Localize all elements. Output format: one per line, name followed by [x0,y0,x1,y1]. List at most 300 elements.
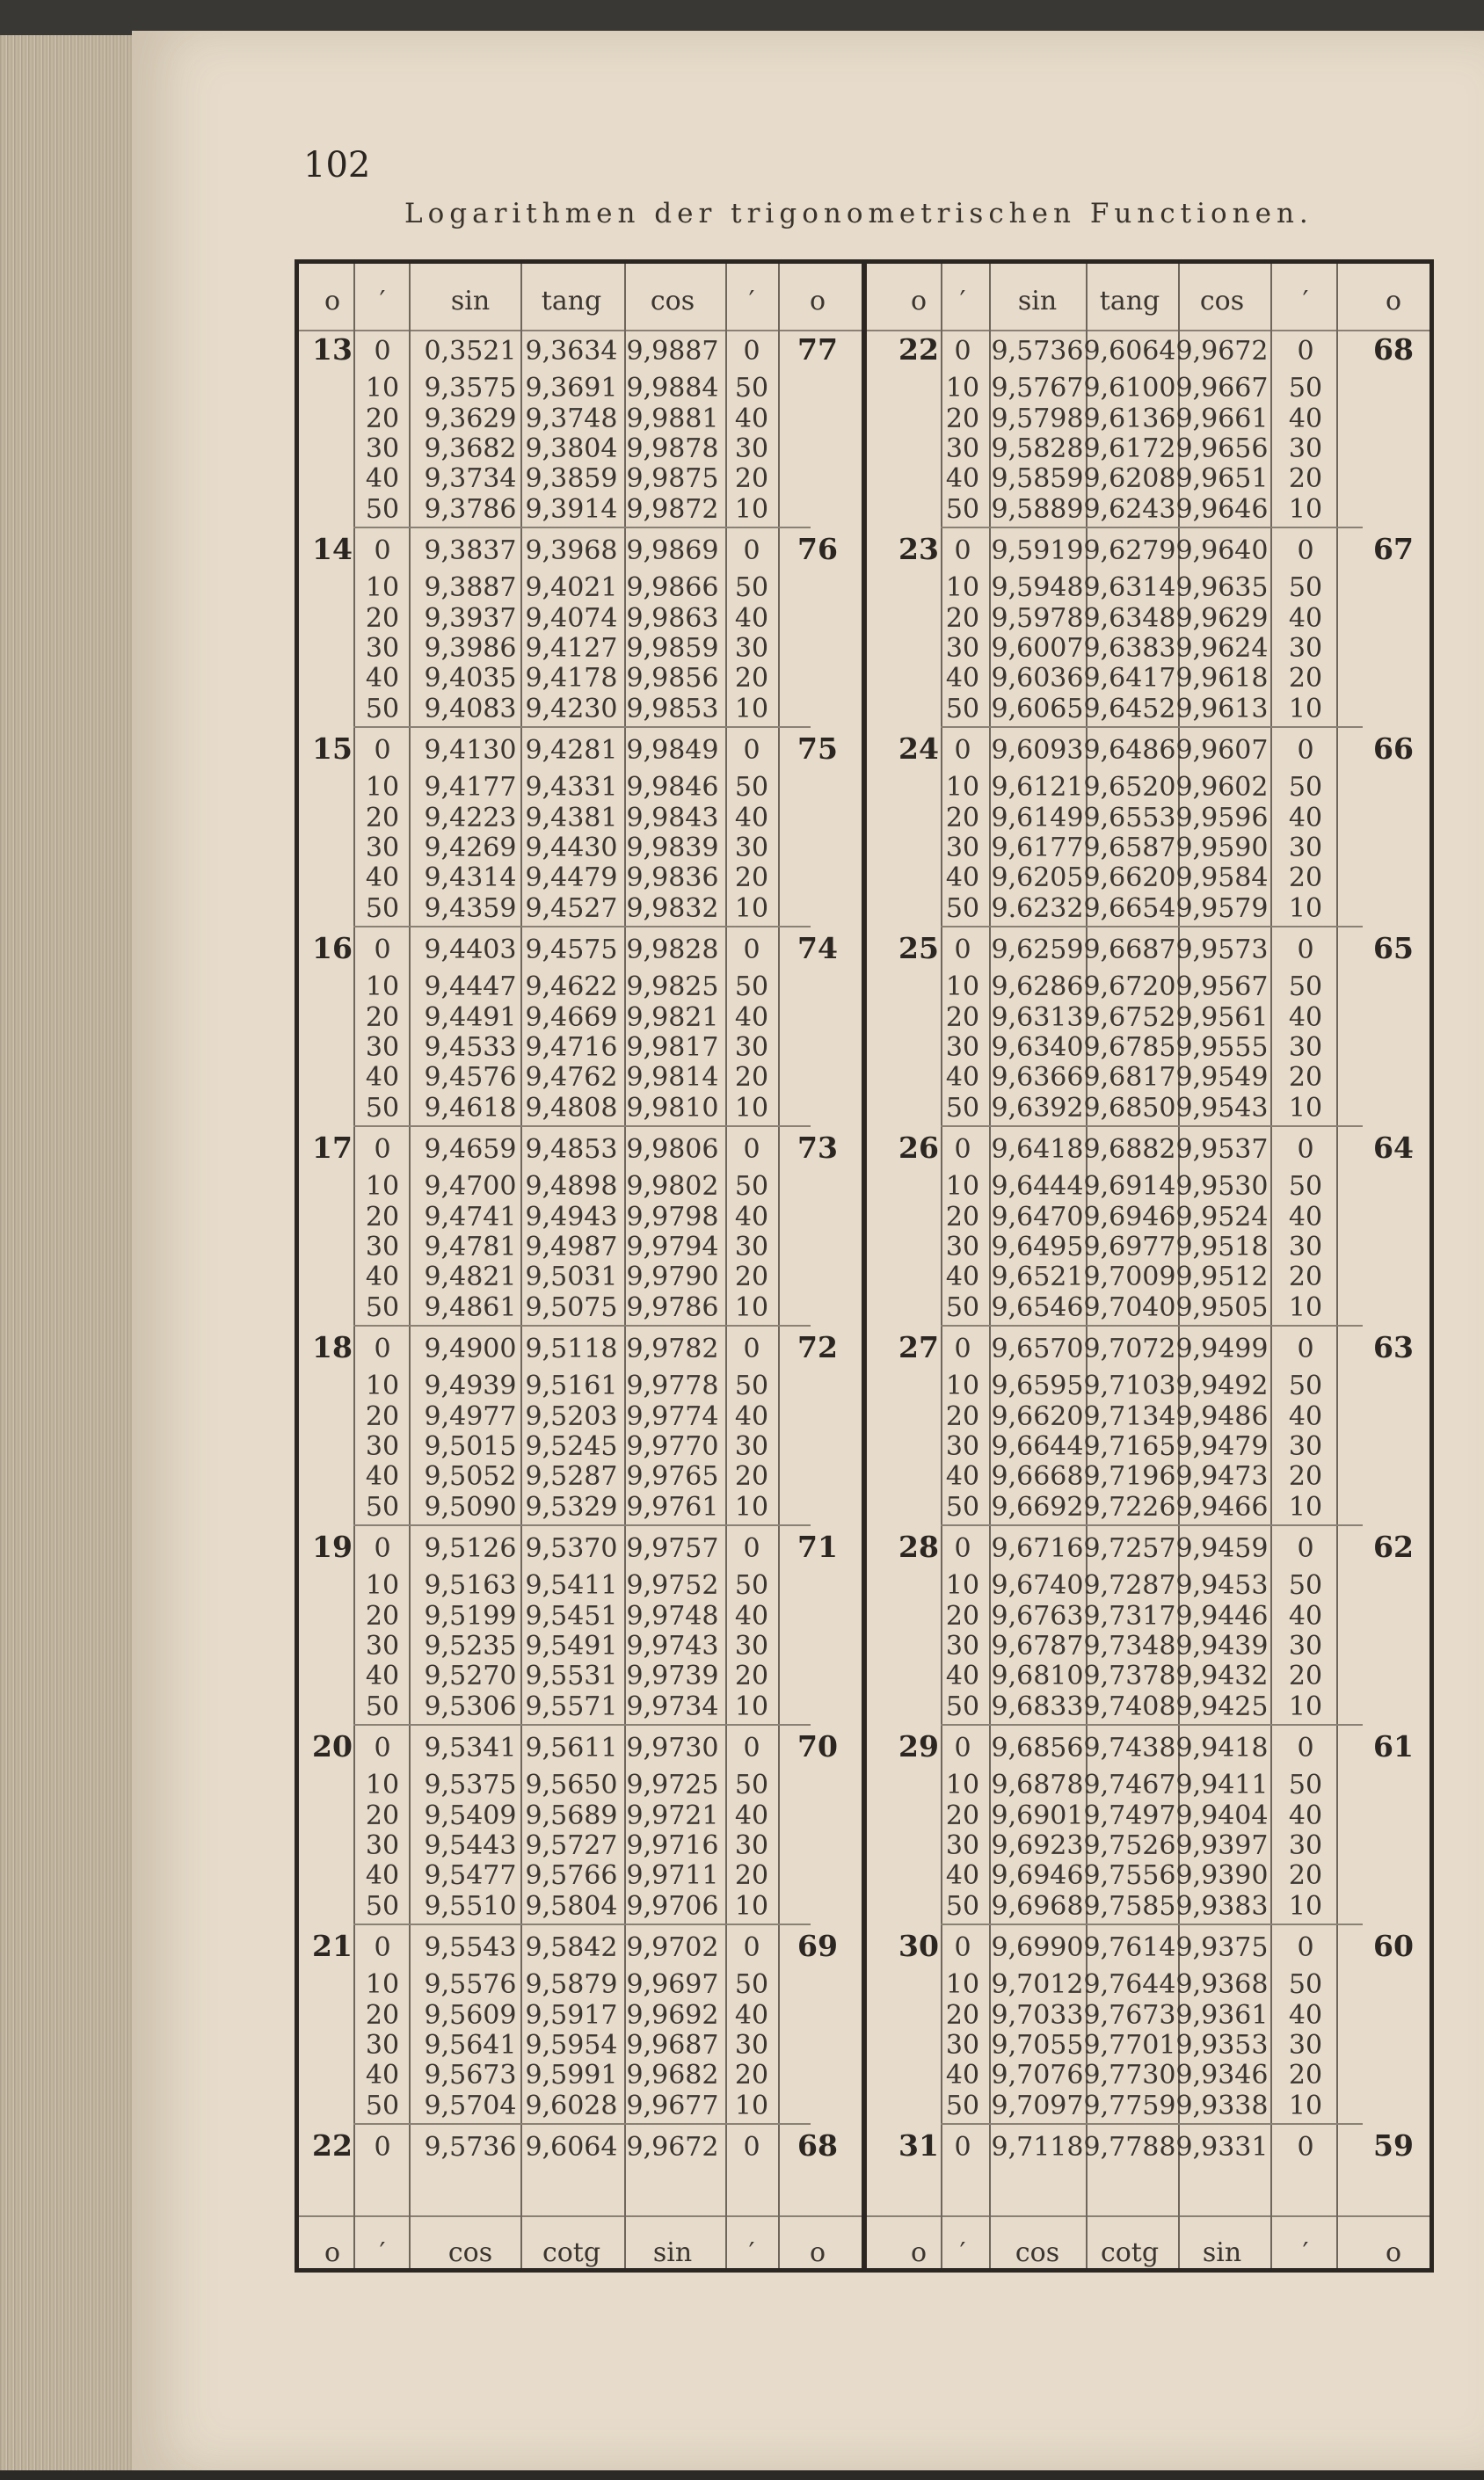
table-cell: 9,5118 [525,1334,618,1364]
table-cell: 50 [1288,772,1323,804]
table-cell: 50 [1288,572,1323,604]
table-cell: 9,9853 [626,693,719,724]
table-cell: 9,9446 [1175,1600,1269,1632]
table-cell: 9,7118 [991,2132,1084,2163]
table-cell: 10 [365,572,400,604]
table-cell: 9,6692 [991,1491,1084,1523]
complement-degree-label: 61 [1373,1729,1414,1764]
table-cell: 50 [945,2090,980,2121]
table-cell: 0 [954,336,971,367]
header-cell: o [324,286,341,316]
table-cell: 9,5798 [991,403,1084,434]
table-cell: 0 [1297,935,1314,965]
table-cell: 9,7438 [1083,1733,1176,1764]
table-cell: 9,4074 [525,602,618,634]
table-cell: 10 [1288,1491,1323,1523]
table-cell: 30 [365,832,400,863]
table-cell: 9,4381 [525,802,618,833]
table-cell: 40 [945,463,980,495]
column-rule [353,264,355,2268]
table-cell: 9,6785 [1083,1031,1176,1063]
table-cell: 40 [365,463,400,495]
column-rule [1336,264,1338,2268]
table-cell: 9,6259 [991,935,1084,965]
table-cell: 0 [1297,1932,1314,1963]
table-cell: 50 [1288,971,1323,1003]
complement-degree-label: 70 [797,1729,838,1764]
table-cell: 0 [954,1533,971,1564]
table-cell: 9,4943 [525,1201,618,1233]
table-cell: 9,5673 [424,2060,517,2091]
table-cell: 9,4669 [525,1001,618,1033]
table-cell: 9,9817 [626,1031,719,1063]
table-cell: 9,9512 [1175,1262,1269,1293]
block-rule [941,926,1363,927]
table-cell: 10 [734,1890,769,1922]
table-cell: 30 [365,1829,400,1861]
table-cell: 9,6810 [991,1661,1084,1692]
table-cell: 9,9629 [1175,602,1269,634]
table-cell: 0 [374,1533,391,1564]
column-rule [778,264,780,2268]
table-cell: 9,6417 [1083,663,1176,695]
complement-degree-label: 68 [1373,332,1414,367]
table-cell: 9,3804 [525,433,618,464]
table-cell: 50 [945,1092,980,1124]
table-cell: 30 [1288,832,1323,863]
table-cell: 20 [1288,1661,1323,1692]
table-cell: 9,6348 [1083,602,1176,634]
table-cell: 9,4781 [424,1231,517,1262]
table-cell: 9,9739 [626,1661,719,1692]
table-cell: 9,5370 [525,1533,618,1564]
table-cell: 9,7759 [1083,2090,1176,2121]
table-cell: 9,6946 [991,1860,1084,1892]
column-rule [1270,264,1272,2268]
table-cell: 50 [734,572,769,604]
table-cell: 9,4021 [525,572,618,604]
table-cell: 0 [1297,2132,1314,2163]
table-cell: 9,6620 [991,1400,1084,1432]
table-cell: 9,9537 [1175,1134,1269,1165]
degree-label: 14 [312,532,353,566]
table-cell: 9,9856 [626,663,719,695]
table-cell: 9,6418 [991,1134,1084,1165]
table-cell: 50 [1288,1570,1323,1602]
table-cell: 50 [365,493,400,525]
table-cell: 30 [734,1231,769,1262]
table-cell: 9,9884 [626,373,719,404]
complement-degree-label: 65 [1373,931,1414,965]
block-rule [353,726,811,728]
table-cell: 30 [365,433,400,464]
table-cell: 50 [365,892,400,924]
degree-label: 15 [312,731,353,766]
table-cell: 50 [1288,1969,1323,2001]
table-cell: 9,3914 [525,493,618,525]
table-cell: 9,6553 [1083,802,1176,833]
table-cell: 9,9618 [1175,663,1269,695]
table-cell: 20 [365,1001,400,1033]
table-cell: 10 [734,892,769,924]
table-cell: 9,6286 [991,971,1084,1003]
table-cell: 9,5804 [525,1890,618,1922]
table-cell: 9,7226 [1083,1491,1176,1523]
table-cell: 10 [365,1171,400,1203]
block-rule [353,1325,811,1327]
degree-label: 30 [898,1929,939,1963]
block-rule [941,1325,1363,1327]
table-cell: 10 [1288,693,1323,724]
table-cell: 9,9567 [1175,971,1269,1003]
table-cell: 30 [1288,1031,1323,1063]
table-cell: 30 [734,1031,769,1063]
table-cell: 9,7072 [1083,1334,1176,1364]
table-cell: 9,9778 [626,1371,719,1402]
table-cell: 9,4853 [525,1134,618,1165]
table-cell: 40 [734,403,769,434]
table-cell: 20 [1288,1461,1323,1493]
table-cell: 30 [945,1829,980,1861]
table-cell: 9,9748 [626,1600,719,1632]
table-cell: 9,4430 [525,832,618,863]
table-cell: 9,9361 [1175,1999,1269,2031]
table-cell: 9,6314 [1083,572,1176,604]
table-cell: 9,5641 [424,2029,517,2061]
table-cell: 9,5245 [525,1430,618,1462]
table-cell: 9,5090 [424,1491,517,1523]
degree-label: 13 [312,332,353,367]
table-cell: 9,9672 [626,2132,719,2163]
table-cell: 9,6668 [991,1461,1084,1493]
table-cell: 9,7317 [1083,1600,1176,1632]
table-cell: 9,9782 [626,1334,719,1364]
table-cell: 30 [365,1231,400,1262]
table-cell: 30 [1288,1829,1323,1861]
table-cell: 9,3859 [525,463,618,495]
table-cell: 20 [945,1800,980,1831]
table-cell: 9,4622 [525,971,618,1003]
table-cell: 20 [1288,463,1323,495]
table-cell: 9,5510 [424,1890,517,1922]
table-cell: 9,5306 [424,1691,517,1722]
table-cell: 40 [734,1600,769,1632]
degree-label: 26 [898,1131,939,1165]
complement-degree-label: 62 [1373,1530,1414,1564]
complement-degree-label: 74 [797,931,838,965]
table-cell: 9,9682 [626,2060,719,2091]
table-cell: 0 [743,735,760,766]
table-cell: 20 [365,1201,400,1233]
table-cell: 50 [1288,1171,1323,1203]
table-cell: 9,9757 [626,1533,719,1564]
complement-degree-label: 60 [1373,1929,1414,1963]
table-cell: 9,5917 [525,1999,618,2031]
table-cell: 10 [1288,1291,1323,1323]
table-cell: 9,5650 [525,1770,618,1801]
table-cell: 9,9459 [1175,1533,1269,1564]
table-cell: 9,5341 [424,1733,517,1764]
table-cell: 50 [365,1092,400,1124]
table-cell: 9,9794 [626,1231,719,1262]
table-cell: 9,9697 [626,1969,719,2001]
table-cell: 9,9524 [1175,1201,1269,1233]
table-cell: 9,6587 [1083,832,1176,863]
table-cell: 9,9331 [1175,2132,1269,2163]
table-cell: 9,9624 [1175,632,1269,664]
table-cell: 50 [1288,1371,1323,1402]
table-cell: 9,9425 [1175,1691,1269,1722]
table-cell: 9,6740 [991,1570,1084,1602]
table-cell: 9,4035 [424,663,517,695]
table-cell: 30 [945,2029,980,2061]
table-cell: 9,7378 [1083,1661,1176,1692]
table-cell: 9,7103 [1083,1371,1176,1402]
table-cell: 50 [365,693,400,724]
table-cell: 9,7097 [991,2090,1084,2121]
table-cell: 10 [365,772,400,804]
table-cell: 50 [1288,1770,1323,1801]
block-rule [941,726,1363,728]
table-cell: 50 [945,1291,980,1323]
table-cell: 40 [1288,1999,1323,2031]
table-cell: 50 [734,373,769,404]
column-rule [520,264,522,2268]
table-cell: 9,9761 [626,1491,719,1523]
table-cell: 9,4716 [525,1031,618,1063]
table-cell: 20 [365,602,400,634]
table-cell: 0,3521 [424,336,517,367]
table-cell: 9,9859 [626,632,719,664]
table-cell: 0 [954,535,971,566]
table-cell: 9,5531 [525,1661,618,1692]
degree-label: 18 [312,1330,353,1364]
table-cell: 10 [365,971,400,1003]
table-cell: 9,3937 [424,602,517,634]
table-cell: 9,9814 [626,1062,719,1094]
table-cell: 9,4269 [424,832,517,863]
table-cell: 9,9656 [1175,433,1269,464]
table-cell: 9,4281 [525,735,618,766]
table-cell: 50 [734,1371,769,1402]
table-cell: 20 [734,663,769,695]
table-cell: 50 [734,1969,769,2001]
table-cell: 9,6878 [991,1770,1084,1801]
table-cell: 9,4762 [525,1062,618,1094]
table-cell: 10 [945,373,980,404]
table-cell: 9,9798 [626,1201,719,1233]
table-cell: 9,6208 [1083,463,1176,495]
table-cell: 9,6136 [1083,403,1176,434]
footer-cell: cotg [1100,2237,1160,2268]
table-cell: 9,5991 [525,2060,618,2091]
table-cell: 9,4741 [424,1201,517,1233]
table-cell: 9,9584 [1175,862,1269,894]
table-cell: 9,5443 [424,1829,517,1861]
table-cell: 9,6901 [991,1800,1084,1831]
table-cell: 10 [1288,493,1323,525]
complement-degree-label: 76 [797,532,838,566]
table-cell: 9,9466 [1175,1491,1269,1523]
table-cell: 9,7076 [991,2060,1084,2091]
table-cell: 9,6177 [991,832,1084,863]
table-cell: 0 [1297,535,1314,566]
table-cell: 9,9706 [626,1890,719,1922]
table-cell: 9,7348 [1083,1630,1176,1662]
complement-degree-label: 67 [1373,532,1414,566]
table-cell: 10 [945,1371,980,1402]
table-cell: 9,6444 [991,1171,1084,1203]
table-cell: 9,5411 [525,1570,618,1602]
table-cell: 30 [365,1430,400,1462]
table-cell: 0 [374,1134,391,1165]
table-cell: 20 [734,1062,769,1094]
table-cell: 10 [945,572,980,604]
table-cell: 9,5889 [991,493,1084,525]
table-cell: 9,5199 [424,1600,517,1632]
table-cell: 10 [734,1491,769,1523]
table-cell: 50 [365,1291,400,1323]
table-cell: 9,5879 [525,1969,618,2001]
header-cell: ′ [1302,286,1309,316]
table-cell: 10 [365,373,400,404]
block-rule [941,1524,1363,1526]
table-cell: 9,4527 [525,892,618,924]
table-cell: 9.6232 [991,892,1084,924]
complement-degree-label: 72 [797,1330,838,1364]
table-cell: 9,9849 [626,735,719,766]
table-cell: 20 [945,1201,980,1233]
table-cell: 9,9453 [1175,1570,1269,1602]
table-cell: 9,4700 [424,1171,517,1203]
table-cell: 40 [945,2060,980,2091]
table-cell: 10 [945,1770,980,1801]
table-cell: 9,4821 [424,1262,517,1293]
table-cell: 20 [945,1001,980,1033]
table-cell: 0 [954,2132,971,2163]
block-rule [353,2123,811,2125]
table-cell: 9,4177 [424,772,517,804]
table-cell: 9,4900 [424,1334,517,1364]
degree-label: 17 [312,1131,353,1165]
table-cell: 9,6028 [525,2090,618,2121]
table-cell: 0 [374,1932,391,1963]
degree-label: 21 [312,1929,353,1963]
table-cell: 9,3634 [525,336,618,367]
table-cell: 50 [365,1890,400,1922]
table-cell: 50 [365,1691,400,1722]
table-cell: 50 [734,1770,769,1801]
table-cell: 0 [374,1334,391,1364]
table-cell: 9,6149 [991,802,1084,833]
table-cell: 10 [734,2090,769,2121]
table-cell: 9,5954 [525,2029,618,2061]
table-cell: 9,9881 [626,403,719,434]
table-cell: 20 [734,1860,769,1892]
table-cell: 10 [734,1691,769,1722]
table-cell: 9,9806 [626,1134,719,1165]
table-cell: 9,7673 [1083,1999,1176,2031]
table-cell: 0 [1297,1134,1314,1165]
table-cell: 9,4230 [525,693,618,724]
table-cell: 9,9432 [1175,1661,1269,1692]
table-cell: 40 [1288,602,1323,634]
table-cell: 9,3629 [424,403,517,434]
table-cell: 9,9667 [1175,373,1269,404]
table-cell: 9,4898 [525,1171,618,1203]
table-cell: 9,6383 [1083,632,1176,664]
footer-cell: o [1385,2237,1402,2268]
table-cell: 0 [954,1932,971,1963]
table-cell: 9,4491 [424,1001,517,1033]
table-cell: 20 [1288,1262,1323,1293]
table-cell: 9,4861 [424,1291,517,1323]
header-cell: cos [650,286,695,316]
table-cell: 40 [734,602,769,634]
table-cell: 9,9692 [626,1999,719,2031]
footer-cell: o [324,2237,341,2268]
table-cell: 9,3786 [424,493,517,525]
table-cell: 0 [1297,735,1314,766]
table-cell: 9,4083 [424,693,517,724]
table-cell: 9,6007 [991,632,1084,664]
table-cell: 9,5409 [424,1800,517,1831]
table-cell: 20 [945,1600,980,1632]
table-cell: 30 [1288,1231,1323,1262]
table-cell: 9,9770 [626,1430,719,1462]
table-cell: 10 [1288,1691,1323,1722]
table-cell: 40 [1288,802,1323,833]
table-cell: 40 [365,1461,400,1493]
table-cell: 9,9486 [1175,1400,1269,1432]
table-cell: 0 [743,1733,760,1764]
table-cell: 50 [734,1570,769,1602]
table-cell: 30 [734,1430,769,1462]
table-cell: 9,7287 [1083,1570,1176,1602]
table-cell: 9,6243 [1083,493,1176,525]
table-cell: 9,6968 [991,1890,1084,1922]
block-rule [353,926,811,927]
table-cell: 9,6687 [1083,935,1176,965]
table-cell: 9,4576 [424,1062,517,1094]
table-cell: 20 [1288,1062,1323,1094]
table-cell: 9,9613 [1175,693,1269,724]
degree-label: 20 [312,1729,353,1764]
table-cell: 9,9338 [1175,2090,1269,2121]
table-cell: 9,9752 [626,1570,719,1602]
table-cell: 30 [734,1829,769,1861]
table-cell: 30 [945,1031,980,1063]
table-cell: 9,5491 [525,1630,618,1662]
table-cell: 0 [743,935,760,965]
table-cell: 9,6470 [991,1201,1084,1233]
table-cell: 9,5126 [424,1533,517,1564]
table-cell: 9,4659 [424,1134,517,1165]
table-cell: 9,9875 [626,463,719,495]
table-cell: 9,9672 [1175,336,1269,367]
table-cell: 9,4359 [424,892,517,924]
table-cell: 40 [365,1661,400,1692]
table-cell: 40 [365,1860,400,1892]
table-cell: 50 [734,1171,769,1203]
table-cell: 40 [1288,1400,1323,1432]
table-cell: 10 [365,1969,400,2001]
table-cell: 9,4223 [424,802,517,833]
table-cell: 9,4314 [424,862,517,894]
table-cell: 9,9878 [626,433,719,464]
block-rule [941,1125,1363,1127]
table-cell: 9,6100 [1083,373,1176,404]
